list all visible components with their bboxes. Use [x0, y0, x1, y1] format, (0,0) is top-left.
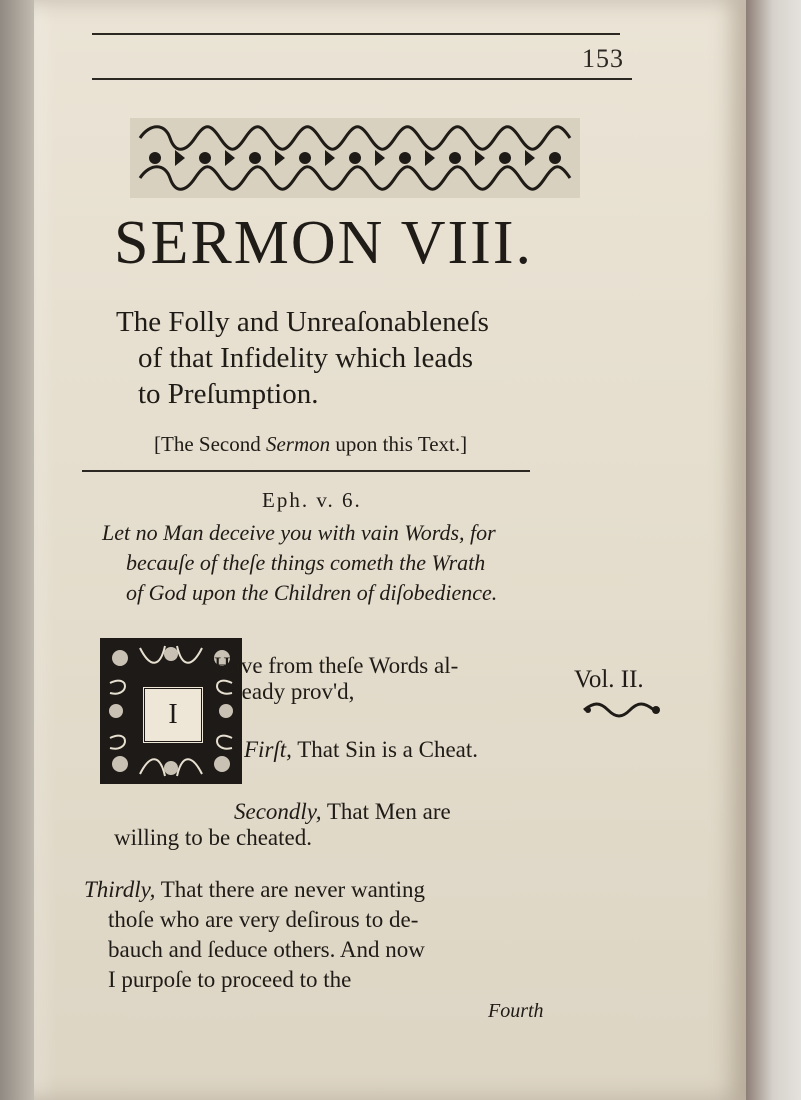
body-second-point: [234, 800, 451, 823]
section-rule: [82, 470, 530, 472]
ornamental-headpiece: [130, 118, 580, 198]
sermon-note: [154, 432, 467, 457]
book-page: [34, 0, 746, 1100]
first-emphasis: Firſt,: [244, 737, 292, 762]
third-text: That there are never wanting: [155, 877, 426, 902]
scripture-line: of God upon the Children of diſobedience.: [126, 580, 498, 605]
header-rule: [92, 78, 632, 80]
body-line-1: Have from theſe Words al-: [214, 653, 459, 678]
top-rule: [92, 33, 620, 35]
note-emphasis: Sermon: [265, 432, 331, 456]
sermon-title: SERMON VIII.: [114, 209, 533, 277]
third-emphasis: Thirdly,: [84, 877, 156, 902]
body-second-line-2: willing to be cheated.: [114, 825, 312, 850]
ornament-pattern-icon: [130, 118, 580, 198]
body-third-line-4: I purpoſe to proceed to the: [108, 967, 352, 992]
volume-margin-note: Vol. II.: [574, 666, 644, 693]
subtitle-line: The Folly and Unreaſonableneſs: [116, 306, 489, 338]
subtitle-line: of that Infidelity which leads: [138, 342, 474, 374]
body-third-line-2: thoſe who are very deſirous to de-: [108, 907, 419, 932]
first-text: That Sin is a Cheat.: [291, 737, 479, 762]
catchword: Fourth: [488, 1000, 544, 1022]
second-text: That Men are: [321, 799, 451, 824]
second-emphasis: Secondly,: [234, 799, 322, 824]
scripture-line: Let no Man deceive you with vain Words, for: [102, 520, 496, 545]
scripture-reference: Eph. v. 6.: [262, 488, 362, 512]
sermon-subtitle: [116, 304, 586, 412]
note-before: [The Second: [154, 432, 266, 456]
body-third-point: [84, 878, 425, 901]
body-third-line-3: bauch and ſeduce others. And now: [108, 937, 425, 962]
body-line-2: ready prov'd,: [234, 679, 355, 704]
scripture-text: [102, 518, 582, 608]
body-first-point: [244, 738, 478, 761]
swash-ornament-icon: [582, 700, 662, 718]
note-after: upon this Text.]: [330, 432, 468, 456]
subtitle-line: to Preſumption.: [138, 378, 319, 410]
scripture-line: becauſe of theſe things cometh the Wrath: [126, 550, 486, 575]
page-number: 153: [582, 44, 624, 73]
drop-cap-letter: I: [142, 686, 204, 744]
